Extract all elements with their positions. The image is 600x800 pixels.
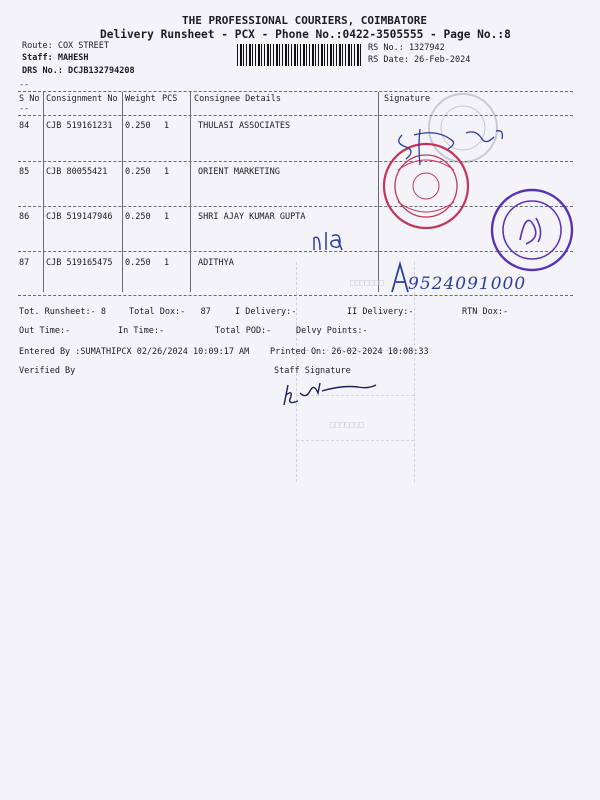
out-time: Out Time:- [19,326,71,336]
row-84-pcs: 1 [164,121,170,131]
red-company-stamp [384,144,468,228]
row-86-sno: 86 [19,212,30,222]
handwriting-row-86 [314,232,342,250]
row-85-weight: 0.250 [125,167,151,177]
row-86-weight: 0.250 [125,212,151,222]
bleed-through-text: □□□□□□□ [350,278,384,287]
total-pod: Total POD:- [215,326,272,336]
row-85-sno: 85 [19,167,30,177]
col-header-pcs: PCS [162,94,178,104]
col-header-weight: Weight [125,94,156,104]
runsheet-subtitle: Delivery Runsheet - PCX - Phone No.:0422-3505555 - Page No.:8 [100,28,511,41]
tot-runsheet: Tot. Runsheet:- 8 [19,307,106,317]
rtn-dox: RTN Dox:- [462,307,509,317]
row-87-consignment: CJB 519165475 [46,258,113,268]
printed-on: Printed On: 26-02-2024 10:08:33 [270,347,429,357]
ii-delivery: II Delivery:- [347,307,414,317]
row-85-consignment: CJB 80055421 [46,167,108,177]
bleed-through-text: □□□□□□□ [330,420,364,429]
total-dox: Total Dox:- 87 [129,307,211,317]
row-85-consignee: ORIENT MARKETING [198,167,280,177]
tick-mark-row-87 [392,264,408,292]
staff-label: Staff: MAHESH [22,53,89,63]
route-label: Route: COX STREET [22,41,109,51]
staff-signature-label: Staff Signature [274,366,351,376]
dash-marker: -- [19,80,30,90]
rs-date: RS Date: 26-Feb-2024 [368,55,471,65]
company-title: THE PROFESSIONAL COURIERS, COIMBATORE [182,14,428,27]
verified-by: Verified By [19,366,76,376]
col-header-consignment: Consignment No [46,94,118,104]
row-87-consignee: ADITHYA [198,258,234,268]
row-86-pcs: 1 [164,212,170,222]
row-84-weight: 0.250 [125,121,151,131]
row-87-sno: 87 [19,258,30,268]
row-84-sno: 84 [19,121,30,131]
rs-number: RS No.: 1327942 [368,43,445,53]
i-delivery: I Delivery:- [235,307,297,317]
row-87-weight: 0.250 [125,258,151,268]
row-87-pcs: 1 [164,258,170,268]
handwritten-phone-number: 9524091000 [408,274,527,294]
delvy-points: Delvy Points:- [296,326,368,336]
col-header-signature: Signature [384,94,431,104]
entered-by: Entered By :SUMATHIPCX 02/26/2024 10:09:17 AM [19,347,250,357]
col-header-sno: S No [19,94,40,104]
drs-number: DRS No.: DCJB132794208 [22,66,135,76]
row-84-consignee: THULASI ASSOCIATES [198,121,291,131]
row-84-consignment: CJB 519161231 [46,121,113,131]
col-header-consignee: Consignee Details [194,94,281,104]
row-85-pcs: 1 [164,167,170,177]
staff-signature-scribble [284,383,376,405]
row-86-consignment: CJB 519147946 [46,212,113,222]
in-time: In Time:- [118,326,165,336]
row-86-consignee: SHRI AJAY KUMAR GUPTA [198,212,306,222]
dash-marker: -- [19,104,30,114]
purple-cbe-stamp [492,190,572,270]
faint-associates-stamp [429,94,497,162]
